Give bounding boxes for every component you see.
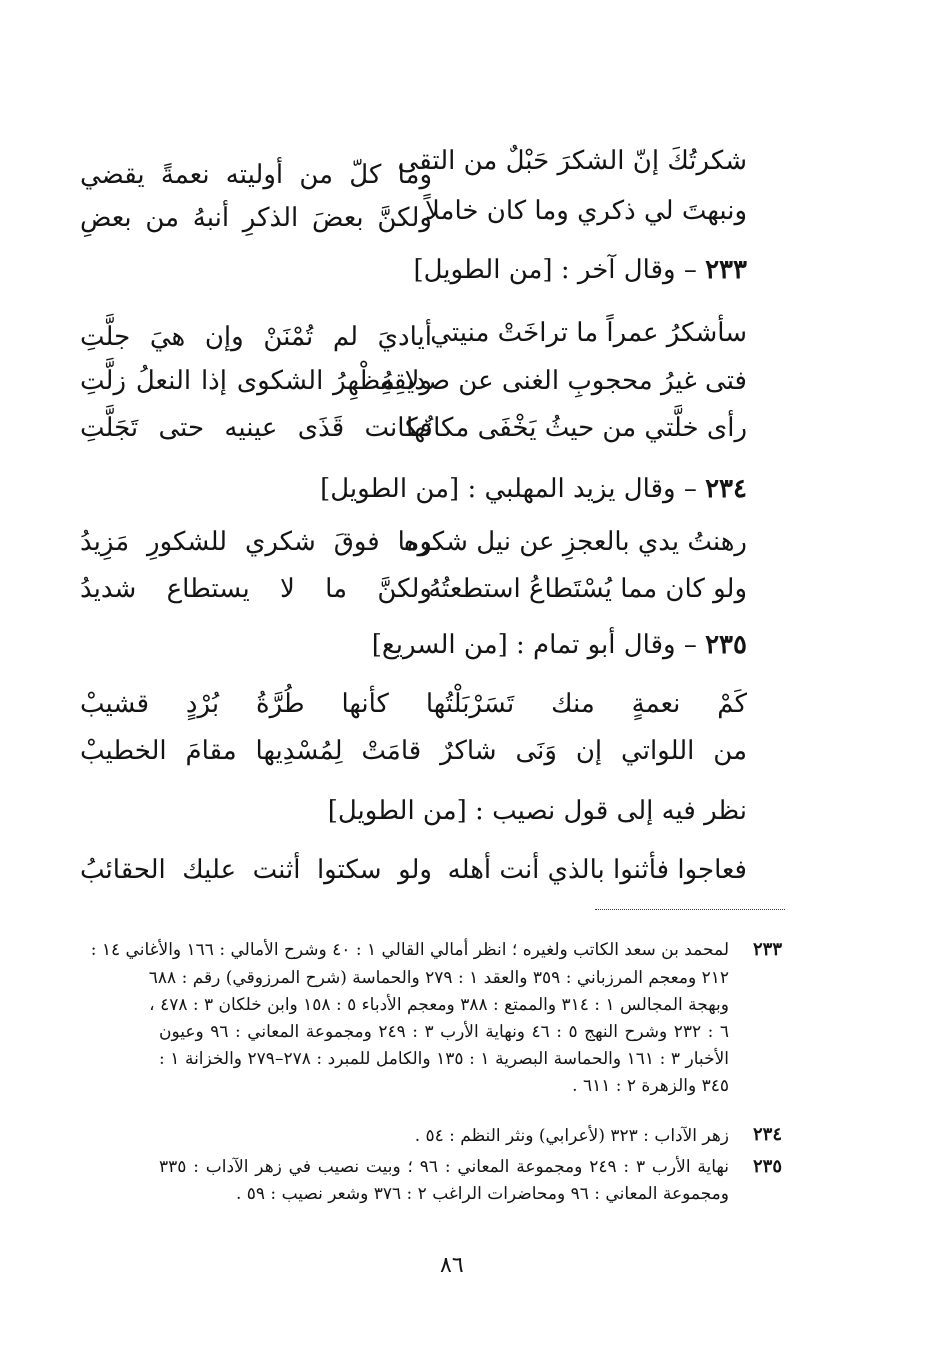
verse-235-2: من اللواتي إن وَنَى شاكرٌ قامَتْ لِمُسْدِيها مقامَ الخطيبْ [80,736,747,766]
verse-233-3-second: فكانت قَذَى عينيه حتى تَجَلَّتِ [80,413,432,443]
verse-233-1-second: أياديَ لم تُمْنَنْ وإن هيَ جلَّتِ [80,322,432,352]
verse-234-1-second: وما فوقَ شكري للشكورِ مَزِيدُ [80,527,432,557]
section-title: – وقال أبو تمام : [من السريع] [371,630,697,660]
verse-233-1-first: سأشكرُ عمراً ما تراخَتْ منيتي [430,318,747,348]
verse-234-2-second: ولكنَّ ما لا يستطاع شديدُ [80,574,432,604]
footnote-233-line-2: ٢١٢ ومعجم المرزباني : ٣٥٩ والعقد ١ : ٢٧٩ والحماسة (شرح المرزوقي) رقم : ٦٨٨ [148,968,729,988]
footnote-number-235: ٢٣٥ [752,1156,782,1177]
verse-1-first-hemistich: شكرتُكَ إنّ الشكرَ حَبْلٌ من التقى [397,146,747,176]
footnote-233-line-5: الأخبار ٣ : ١٦١ والحماسة البصرية ١ : ١٣٥ والكامل للمبرد : ٢٧٨–٢٧٩ والخزانة ١ : [159,1049,729,1069]
verse-2-first-hemistich: ونبهتَ لي ذكري وما كان خاملاً [425,196,747,226]
verse-233-2-first: فتى غيرُ محجوبِ الغنى عن صديقِهِ [379,366,747,396]
verse-234-1-first: رهنتُ يدي بالعجزِ عن نيل شكره [403,527,747,557]
citation-note-nusaib: نظر فيه إلى قول نصيب : [من الطويل] [327,796,747,826]
verse-nusaib-first: فعاجوا فأثنوا بالذي أنت أهله [447,855,747,885]
verse-nusaib-second: ولو سكتوا أثنت عليك الحقائبُ [80,855,432,885]
section-title: – وقال آخر : [من الطويل] [413,255,697,285]
footnote-233-line-3: وبهجة المجالس ١ : ٣١٤ والممتع : ٣٨٨ ومعجم الأدباء ٥ : ١٥٨ وابن خلكان ٣ : ٤٧٨ ، [149,995,729,1015]
section-heading-233 [413,255,747,285]
verse-235-1: كَمْ نعمةٍ منك تَسَرْبَلْتُها كأنها طُرَّةُ بُرْدٍ قشيبْ [80,689,747,719]
section-title: – وقال يزيد المهلبي : [من الطويل] [320,474,697,504]
verse-234-2-first: ولو كان مما يُسْتَطاعُ استطعتُهُ [428,574,747,604]
footnote-235-line-2: ومجموعة المعاني : ٩٦ ومحاضرات الراغب ٢ : ٣٧٦ وشعر نصيب : ٥٩ . [235,1184,729,1204]
footnote-number-234: ٢٣٤ [752,1124,782,1145]
footnote-separator [595,909,785,910]
footnote-233-line-6: ٣٤٥ والزهرة ٢ : ٦١١ . [572,1076,729,1096]
verse-1-second-hemistich: وما كلّ من أوليته نعمةً يقضي [80,160,432,190]
section-heading-235 [372,630,747,660]
verse-2-second-hemistich: ولكنَّ بعضَ الذكرِ أنبهُ من بعضِ [80,203,432,233]
footnote-number-233: ٢٣٣ [752,939,782,960]
footnote-235-line-1: نهاية الأرب ٣ : ٢٤٩ ومجموعة المعاني : ٩٦ ؛ وبيت نصيب في زهر الآداب : ٣٣٥ [159,1157,729,1177]
footnote-233-line-1: لمحمد بن سعد الكاتب ولغيره ؛ انظر أمالي القالي ١ : ٤٠ وشرح الأمالي : ١٦٦ والأغاني ١٤ : [90,940,729,960]
section-number: ٢٣٤ [705,474,747,504]
footnote-234-line-1: زهر الآداب : ٣٢٣ (لأعرابي) ونثر النظم : ٥٤ . [414,1126,729,1146]
section-heading-234 [320,474,747,504]
section-number: ٢٣٥ [705,630,747,660]
verse-233-2-second: ولا مُظْهِرُ الشكوى إذا النعلُ زلَّتِ [80,366,432,396]
footnote-233-line-4: ٦ : ٢٣٢ وشرح النهج ٥ : ٤٦ ونهاية الأرب ٣ : ٢٤٩ ومجموعة المعاني : ٩٦ وعيون [159,1022,729,1042]
page-number: ٨٦ [440,1253,464,1278]
section-number: ٢٣٣ [705,255,747,285]
verse-233-3-first: رأى خلَّتي من حيثُ يَخْفَى مكانُها [405,413,747,443]
